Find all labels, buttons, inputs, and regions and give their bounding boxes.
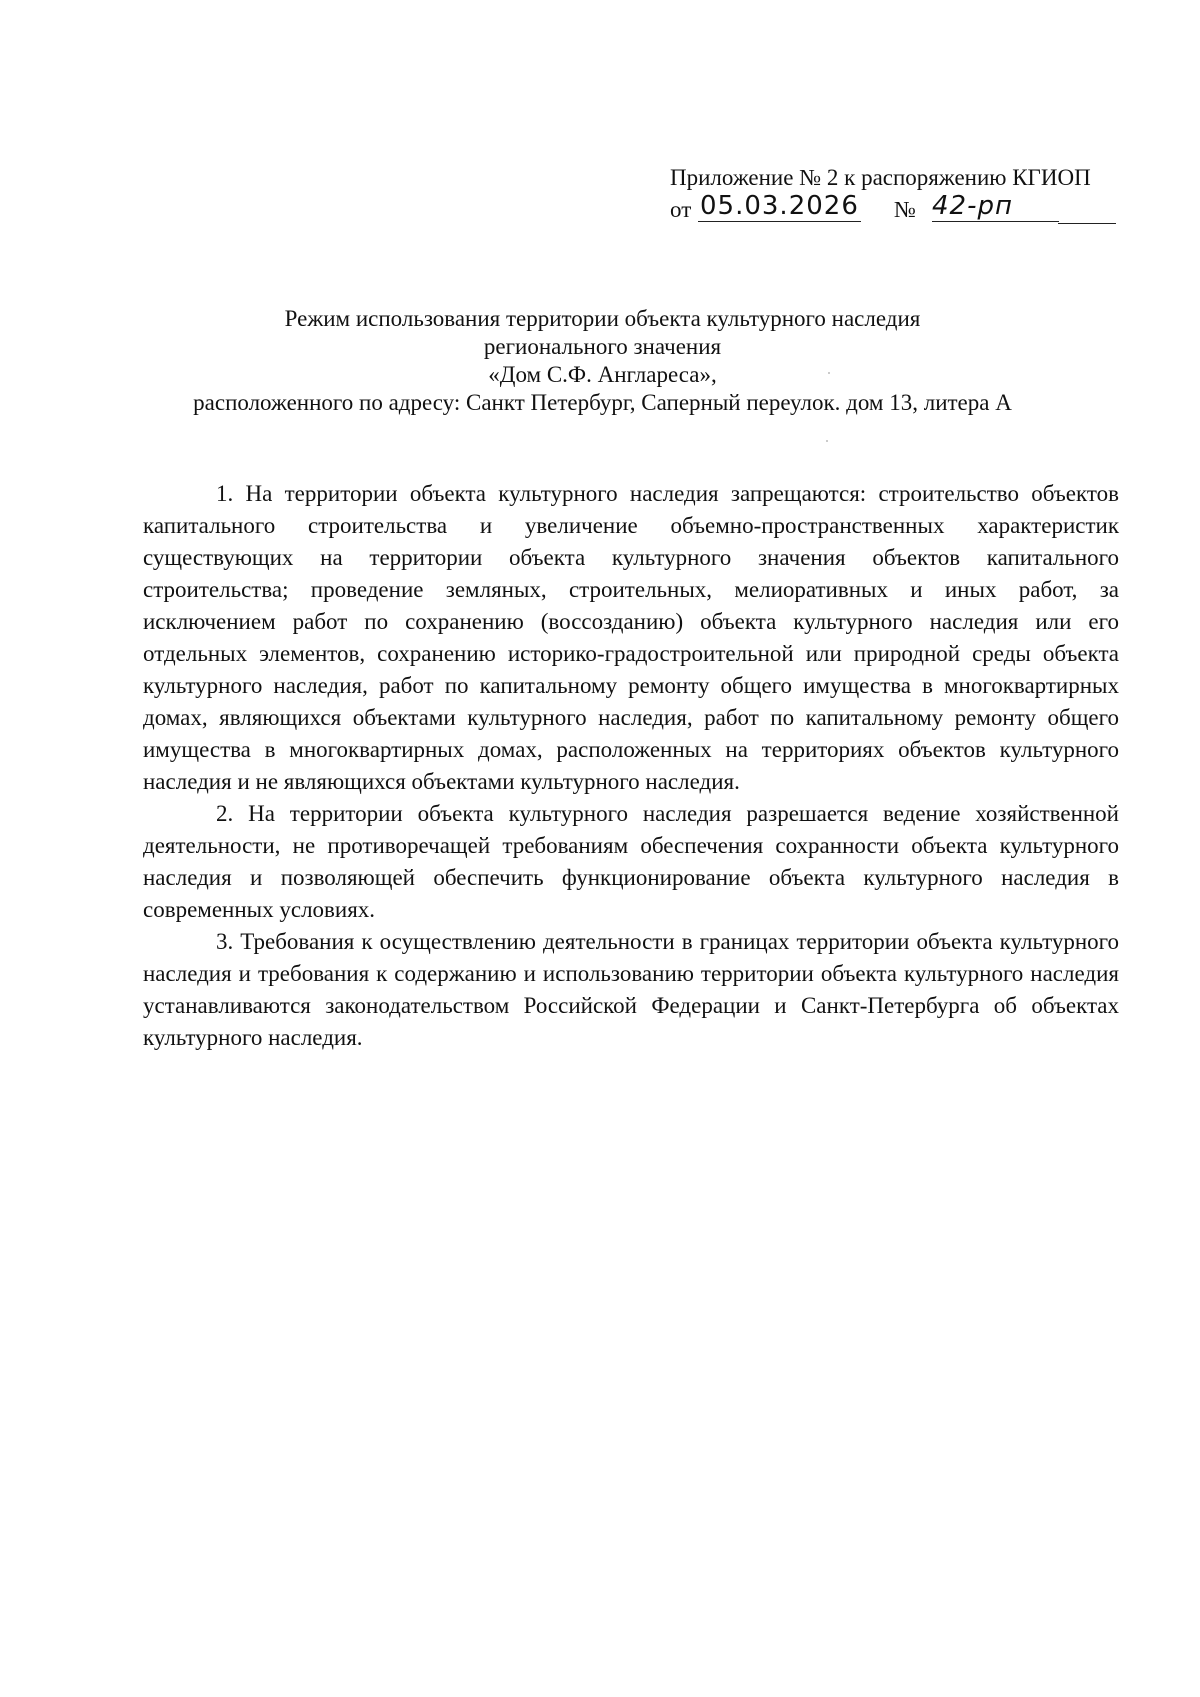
title-line-4: расположенного по адресу: Санкт Петербург, Саперный переулок. дом 13, литера А xyxy=(193,390,1012,415)
paragraph-3: 3. Требования к осуществлению деятельности в границах территории объекта культурного наследия и требования к содержанию и использованию территории объекта культурного наследия устанавливаются законодательством Российской Федерации и Санкт-Петербурга об объектах культурного наследия. xyxy=(143,929,1119,1050)
handwritten-date: 05.03.2026 xyxy=(700,191,859,221)
order-reference-line xyxy=(670,193,1130,227)
paragraph-2: 2. На территории объекта культурного наследия разрешается ведение хозяйственной деятельности, не противоречащей требованиям обеспечения сохранности объекта культурного наследия и позволяющей обеспечить функционирование объекта культурного наследия в современных условиях. xyxy=(143,801,1119,922)
from-prefix: от xyxy=(670,197,692,222)
number-sign: № xyxy=(894,197,916,222)
scan-speck xyxy=(828,372,830,374)
blank-underline xyxy=(1058,223,1116,224)
document-title xyxy=(120,305,1085,417)
appendix-header xyxy=(670,163,1130,227)
appendix-reference: Приложение № 2 к распоряжению КГИОП xyxy=(670,165,1091,190)
handwritten-order-number: 42-рп xyxy=(932,191,1059,222)
title-line-3: «Дом С.Ф. Англареса», xyxy=(488,362,717,387)
document-body xyxy=(143,478,1119,1054)
title-line-1: Режим использования территории объекта культурного наследия xyxy=(284,306,921,331)
scan-speck xyxy=(826,440,828,442)
title-line-2: регионального значения xyxy=(483,334,722,359)
paragraph-1: 1. На территории объекта культурного наследия запрещаются: строительство объектов капитального строительства и увеличение объемно-пространственных характеристик существующих на территории объекта культурного значения объектов капитального строительства; проведение земляных, строительных, мелиоративных и иных работ, за исключением работ по сохранению (воссозданию) объекта культурного наследия или его отдельных элементов, сохранению историко-градостроительной или природной среды объекта культурного наследия, работ по капитальному ремонту общего имущества в многоквартирных домах, являющихся объектами культурного наследия, работ по капитальному ремонту общего имущества в многоквартирных домах, расположенных на территориях объектов культурного наследия и не являющихся объектами культурного наследия. xyxy=(143,481,1119,794)
